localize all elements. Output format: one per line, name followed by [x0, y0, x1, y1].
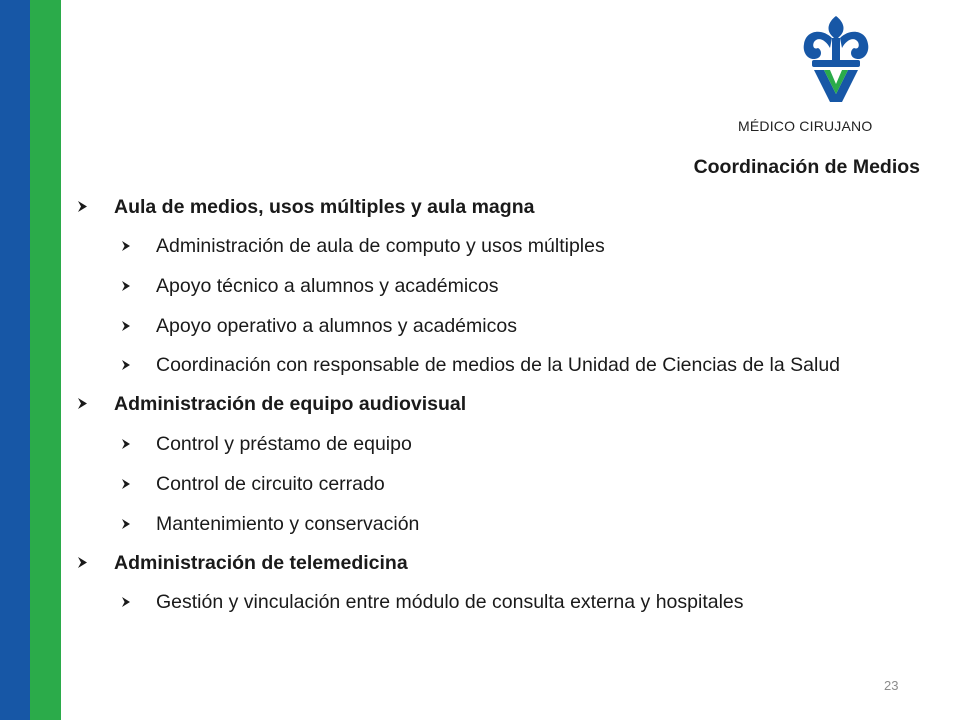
arrowhead-bullet-icon — [122, 479, 134, 489]
list-item-text: Administración de equipo audiovisual — [114, 393, 467, 415]
list-item-level2 — [122, 511, 921, 537]
list-item-level2 — [122, 431, 921, 457]
arrowhead-bullet-icon — [122, 281, 134, 291]
list-item-level2 — [122, 233, 921, 259]
arrowhead-bullet-icon — [122, 439, 134, 449]
content-list — [78, 194, 921, 615]
list-item-level2 — [122, 352, 921, 378]
list-item-text: Gestión y vinculación entre módulo de consulta externa y hospitales — [156, 591, 744, 613]
list-item-text: Coordinación con responsable de medios de la Unidad de Ciencias de la Salud — [156, 354, 841, 376]
list-item-level2 — [122, 589, 921, 615]
list-item-text: Administración de aula de computo y usos múltiples — [156, 235, 605, 257]
arrowhead-bullet-icon — [78, 201, 90, 212]
list-item-level2 — [122, 273, 921, 299]
arrowhead-bullet-icon — [78, 398, 90, 409]
list-item-text: Administración de telemedicina — [114, 552, 408, 574]
list-item-text: Control de circuito cerrado — [156, 473, 385, 495]
arrowhead-bullet-icon — [122, 360, 134, 370]
list-item-text: Apoyo técnico a alumnos y académicos — [156, 275, 499, 297]
list-item-text: Apoyo operativo a alumnos y académicos — [156, 315, 517, 337]
left-accent-bar-green — [30, 0, 61, 720]
program-subtitle: MÉDICO CIRUJANO — [738, 118, 873, 134]
arrowhead-bullet-icon — [122, 321, 134, 331]
university-logo-icon — [800, 14, 872, 106]
arrowhead-bullet-icon — [122, 597, 134, 607]
list-item-level1 — [78, 194, 921, 220]
list-item-text: Mantenimiento y conservación — [156, 513, 420, 535]
list-item-text: Control y préstamo de equipo — [156, 433, 412, 455]
list-item-level1 — [78, 550, 921, 576]
list-item-level1 — [78, 391, 921, 417]
arrowhead-bullet-icon — [122, 519, 134, 529]
list-item-text: Aula de medios, usos múltiples y aula magna — [114, 196, 535, 218]
list-item-level2 — [122, 471, 921, 497]
arrowhead-bullet-icon — [122, 241, 134, 251]
section-heading: Coordinación de Medios — [693, 156, 920, 178]
arrowhead-bullet-icon — [78, 557, 90, 568]
slide-number: 23 — [884, 678, 899, 693]
left-accent-bar-blue — [0, 0, 30, 720]
list-item-level2 — [122, 313, 921, 339]
